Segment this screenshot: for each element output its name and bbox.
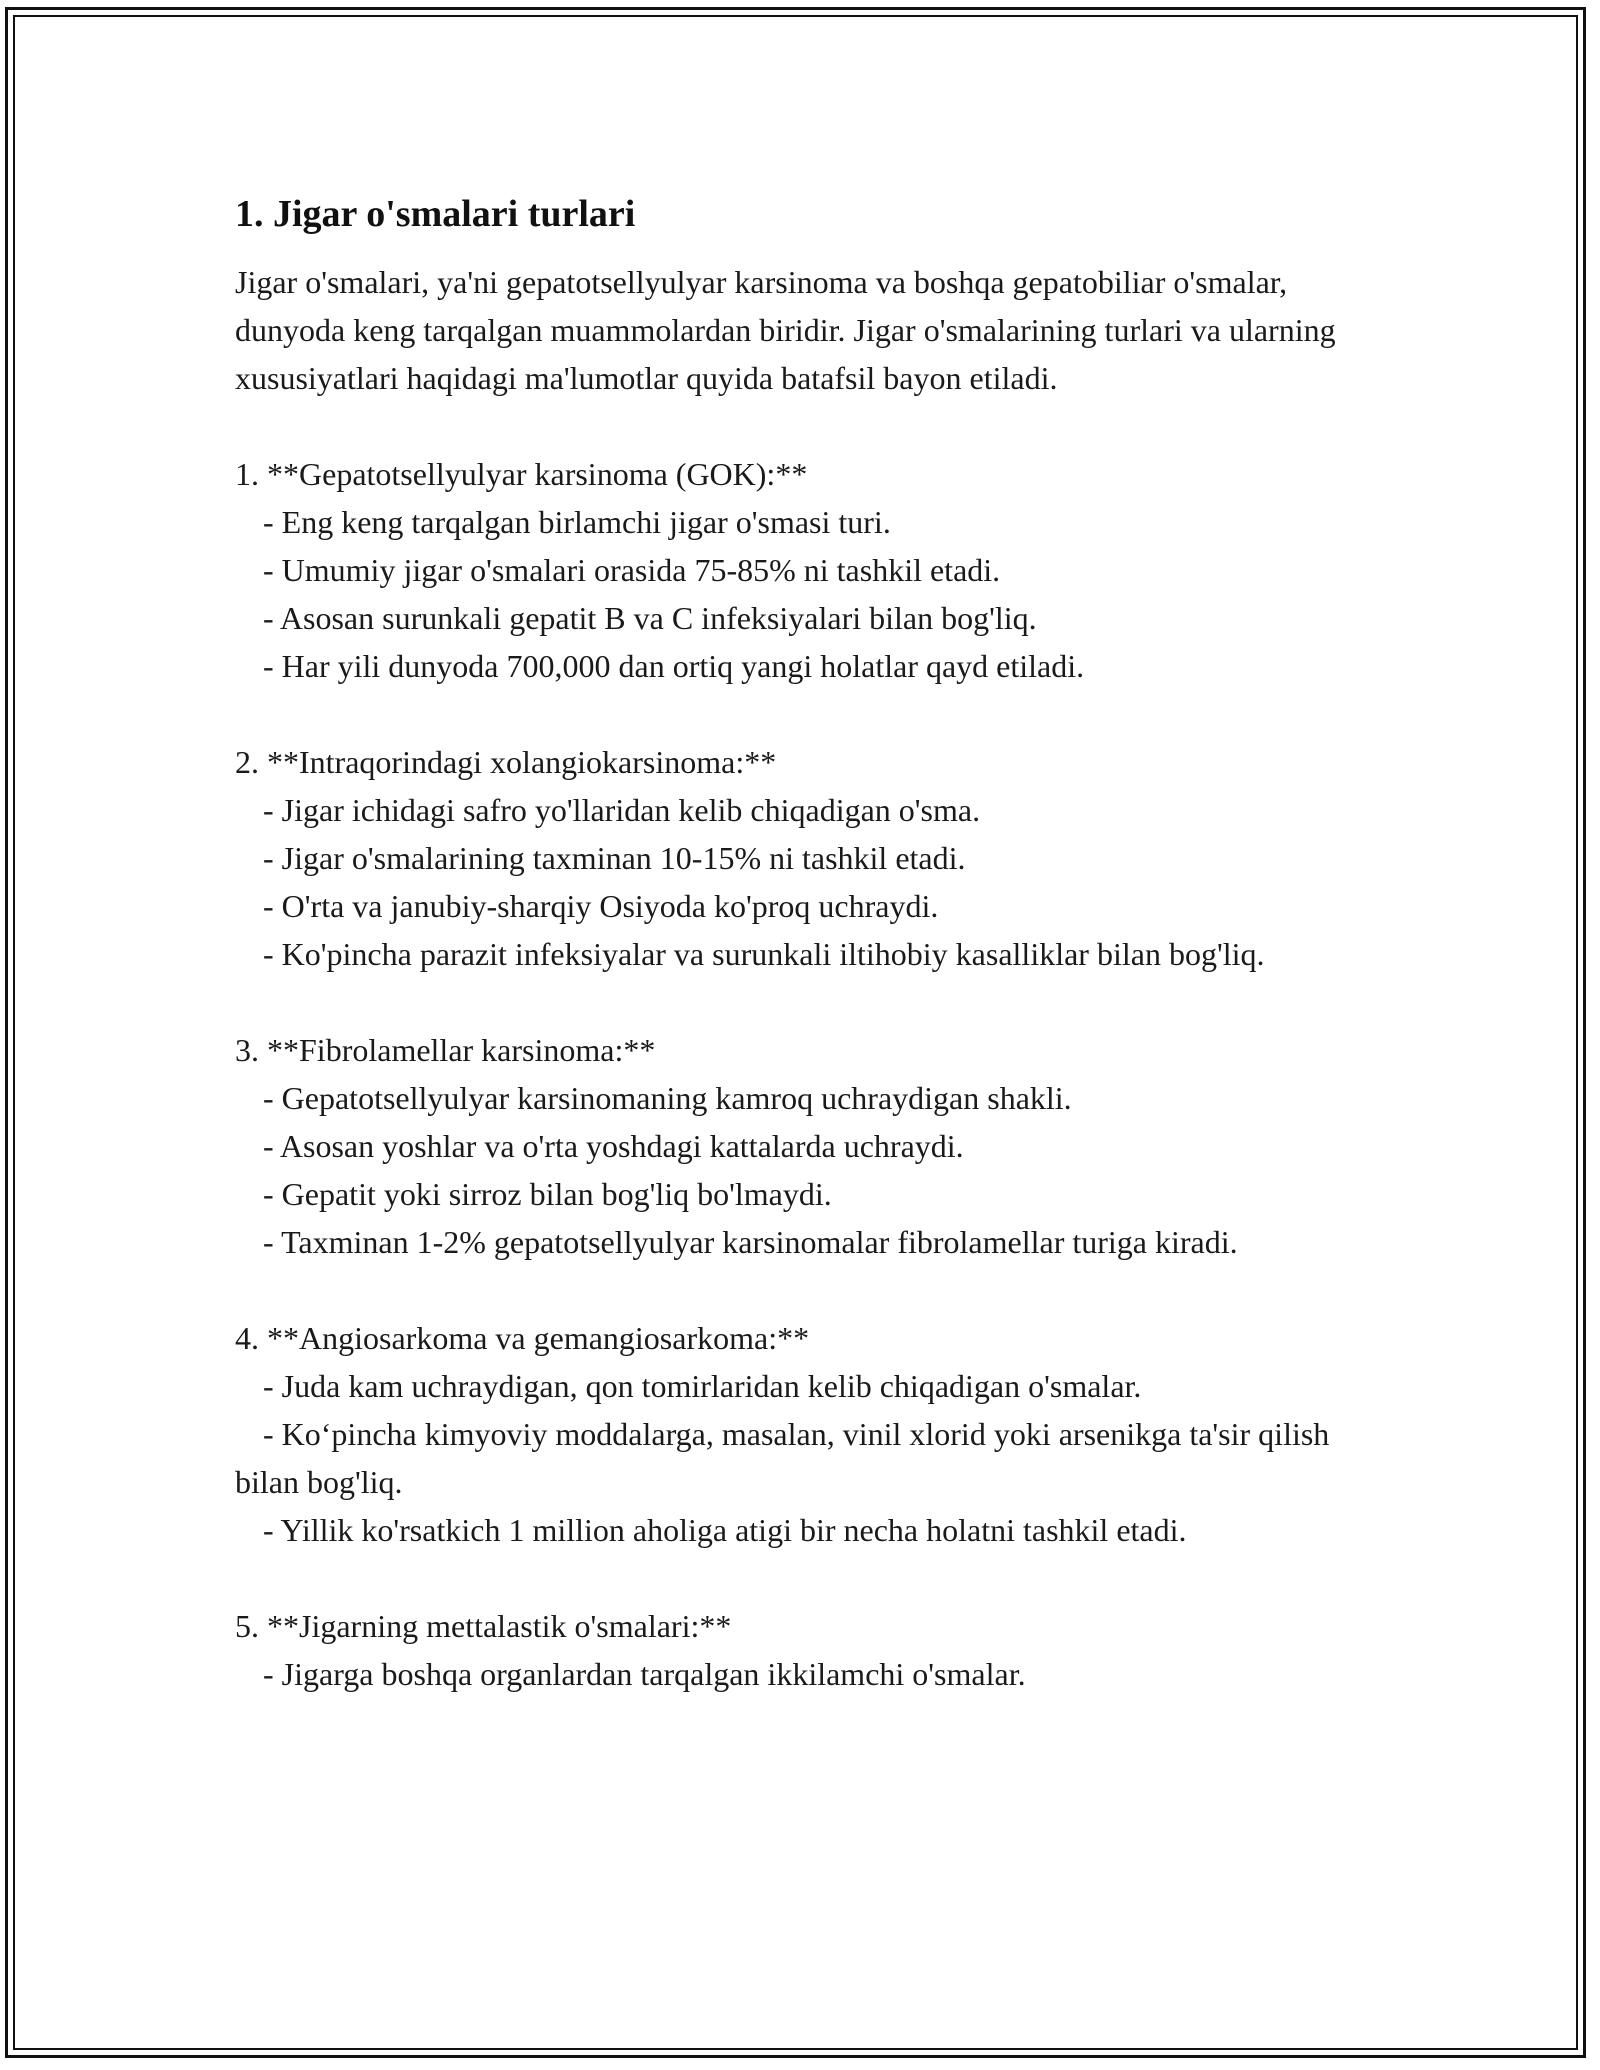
bullet-item: - Yillik ko'rsatkich 1 million aholiga atigi bir necha holatni tashkil etadi. [263, 1512, 1187, 1548]
section [235, 738, 1375, 978]
page-title: 1. Jigar o'smalari turlari [235, 193, 636, 235]
section [235, 450, 1375, 690]
bullet-item: - Ko'pincha parazit infeksiyalar va surunkali iltihobiy kasalliklar bilan bog'liq. [263, 936, 1265, 972]
bullet-item: - Umumiy jigar o'smalari orasida 75-85% ni tashkil etadi. [263, 552, 1001, 588]
section-title: 5. **Jigarning mettalastik o'smalari:** [235, 1608, 732, 1644]
bullet-item: - Jigarga boshqa organlardan tarqalgan ikkilamchi o'smalar. [263, 1656, 1026, 1692]
bullet-item: - Asosan yoshlar va o'rta yoshdagi kattalarda uchraydi. [263, 1128, 964, 1164]
section [235, 1026, 1375, 1266]
bullet-item: - Juda kam uchraydigan, qon tomirlaridan kelib chiqadigan o'smalar. [263, 1368, 1142, 1404]
bullet-item: - Gepatit yoki sirroz bilan bog'liq bo'lmaydi. [263, 1176, 832, 1212]
section-title: 3. **Fibrolamellar karsinoma:** [235, 1032, 656, 1068]
bullet-item: - Taxminan 1-2% gepatotsellyulyar karsinomalar fibrolamellar turiga kiradi. [263, 1224, 1238, 1260]
bullet-item: - Gepatotsellyulyar karsinomaning kamroq uchraydigan shakli. [263, 1080, 1072, 1116]
bullet-item: - Jigar o'smalarining taxminan 10-15% ni tashkil etadi. [263, 840, 966, 876]
bullet-item: - Ko‘pincha kimyoviy moddalarga, masalan, vinil xlorid yoki arsenikga ta'sir qilish bilan bog'liq. [235, 1416, 1330, 1500]
section-title: 4. **Angiosarkoma va gemangiosarkoma:** [235, 1320, 810, 1356]
intro-paragraph: Jigar o'smalari, ya'ni gepatotsellyulyar karsinoma va boshqa gepatobiliar o'smalar, dunyoda keng tarqalgan muammolardan biridir. Jigar o'smalarining turlari va ularning xususiyatlari haqidagi ma'lumotlar quyida batafsil bayon etiladi. [235, 264, 1336, 396]
sections-list [235, 450, 1375, 1698]
bullet-item: - Asosan surunkali gepatit B va C infeksiyalari bilan bog'liq. [263, 600, 1037, 636]
document-body [235, 190, 1375, 1698]
bullet-item: - Eng keng tarqalgan birlamchi jigar o'smasi turi. [263, 504, 891, 540]
section-title: 1. **Gepatotsellyulyar karsinoma (GOK):** [235, 456, 808, 492]
section [235, 1314, 1375, 1554]
section [235, 1602, 1375, 1698]
bullet-item: - Har yili dunyoda 700,000 dan ortiq yangi holatlar qayd etiladi. [263, 648, 1085, 684]
bullet-item: - O'rta va janubiy-sharqiy Osiyoda ko'proq uchraydi. [263, 888, 939, 924]
bullet-item: - Jigar ichidagi safro yo'llaridan kelib chiqadigan o'sma. [263, 792, 981, 828]
section-title: 2. **Intraqorindagi xolangiokarsinoma:** [235, 744, 777, 780]
